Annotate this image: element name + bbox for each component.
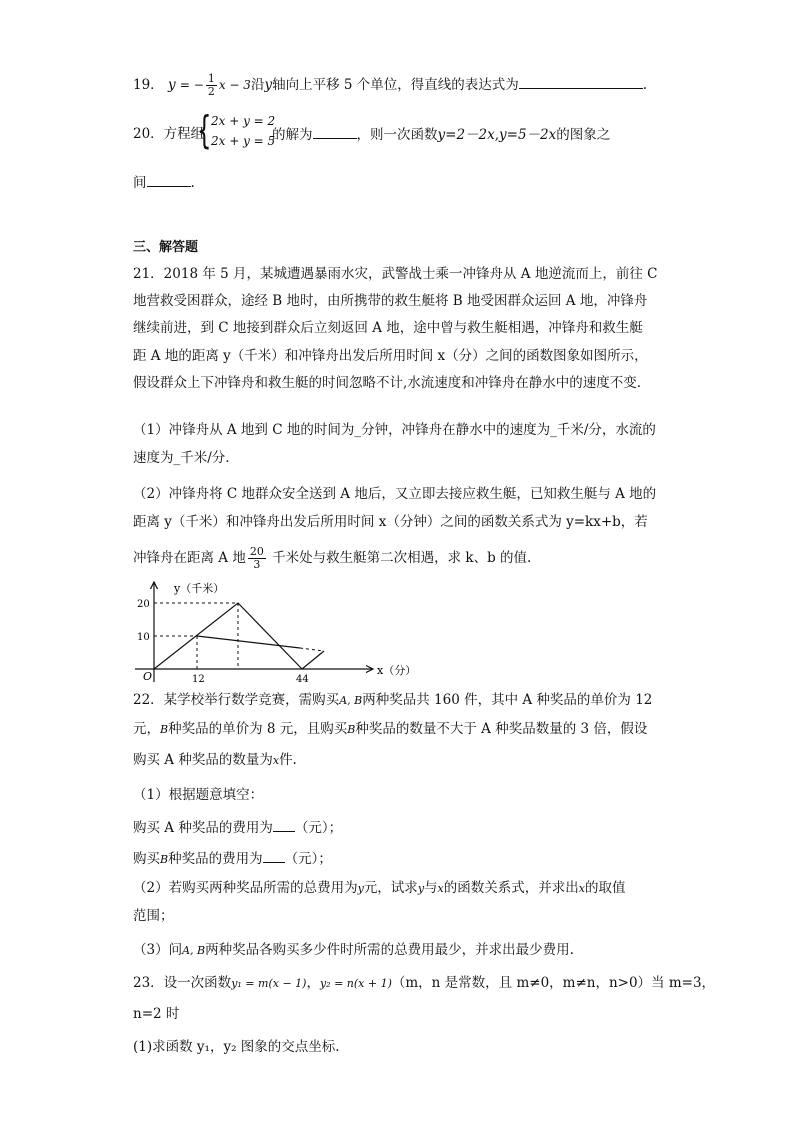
q20-answer-blank-1[interactable] bbox=[313, 124, 357, 139]
q21-last-line bbox=[133, 546, 531, 571]
q20-func2: y=5－2x bbox=[499, 127, 557, 143]
q21-line: 21．2018 年 5 月，某城遭遇暴雨水灾，武警战士乘一冲锋舟从 A 地逆流而上，前往 C bbox=[133, 266, 658, 282]
x-axis-label: x（分） bbox=[377, 664, 417, 677]
q23-y2: y₂ = n(x + 1) bbox=[319, 977, 392, 990]
q22-line2 bbox=[133, 719, 647, 740]
q22-b: B bbox=[160, 723, 169, 736]
q22-text: 购买 bbox=[133, 851, 160, 867]
q22-text: 与 bbox=[424, 880, 438, 896]
q22-b: B bbox=[160, 853, 169, 866]
q19-eq-sign: = − bbox=[179, 78, 204, 92]
y-axis-label: y（千米） bbox=[174, 582, 225, 595]
assault-boat-line bbox=[154, 603, 302, 669]
q22-b: B bbox=[347, 723, 356, 736]
q22-text: 件. bbox=[279, 752, 297, 768]
q19-axis: y bbox=[264, 77, 273, 93]
lifeboat-line-solid bbox=[197, 636, 300, 648]
q19-func-y: y bbox=[167, 77, 176, 93]
q22-x: x bbox=[437, 882, 444, 895]
q22-text: 种奖品的费用为 bbox=[168, 851, 263, 867]
q19-fraction bbox=[206, 73, 217, 98]
q22-y: y bbox=[357, 882, 364, 895]
q19-frac-den: 2 bbox=[207, 85, 215, 98]
q20-equation-system bbox=[197, 108, 277, 154]
q23-y1: y₁ = m(x − 1) bbox=[231, 977, 307, 990]
q23-text: 23．设一次函数 bbox=[133, 975, 232, 991]
q20-answer-blank-2[interactable] bbox=[147, 172, 191, 187]
q22-text: 购买 A 种奖品的费用为 bbox=[133, 820, 273, 836]
x-tick-label: 12 bbox=[192, 674, 205, 685]
q22-text: 元， bbox=[133, 721, 160, 737]
y-tick-label: 10 bbox=[137, 632, 150, 643]
q22-x: x bbox=[272, 754, 280, 767]
q22-ab: A, B bbox=[182, 944, 206, 957]
lifeboat-return-line bbox=[302, 651, 324, 669]
q23-line2: n=2 时 bbox=[133, 1006, 180, 1022]
q22-part2 bbox=[133, 878, 625, 899]
q21-line: 继续前进，到 C 地接到群众后立刻返回 A 地，途中曾与救生艇相遇，冲锋舟和救生艇 bbox=[133, 320, 643, 336]
q22-text: 的取值 bbox=[584, 880, 626, 896]
q22-fill-a bbox=[133, 817, 342, 838]
q22-part1: （1）根据题意填空： bbox=[133, 787, 264, 803]
q21-frac-den: 3 bbox=[253, 558, 261, 571]
q20-comma: , bbox=[494, 127, 500, 143]
q21-line: 地营救受困群众，途经 B 地时，由所携带的救生艇将 B 地受困群众运回 A 地，冲锋舟 bbox=[133, 293, 648, 309]
q21-last-pre: 冲锋舟在距离 A 地 bbox=[133, 550, 246, 566]
q19-number: 19． bbox=[133, 77, 164, 93]
q23-part1: (1)求函数 y₁，y₂ 图象的交点坐标. bbox=[133, 1039, 340, 1055]
q22-text: 种奖品的数量不大于 A 种奖品数量的 3 倍，假设 bbox=[355, 721, 648, 737]
q22-text: 购买 A 种奖品的数量为 bbox=[133, 752, 273, 768]
question-20-line2 bbox=[133, 172, 195, 193]
q19-answer-blank[interactable] bbox=[519, 74, 643, 89]
q20-text3: 的图象之 bbox=[556, 127, 611, 143]
q22-text: 种奖品的单价为 8 元，且购买 bbox=[168, 721, 348, 737]
q21-line: （1）冲锋舟从 A 地到 C 地的时间为_分钟，冲锋舟在静水中的速度为_千米/分，水流的 bbox=[133, 422, 656, 438]
q21-line: （2）冲锋舟将 C 地群众安全送到 A 地后，又立即去接应救生艇，已知救生艇与 A 地的 bbox=[133, 486, 657, 502]
q22-text: 两种奖品共 160 件，其中 A 种奖品的单价为 12 bbox=[362, 692, 653, 708]
q19-text-along: 沿 bbox=[250, 77, 265, 93]
q22-text: （2）若购买两种奖品所需的总费用为 bbox=[133, 880, 358, 896]
q21-line: 假设群众上下冲锋舟和救生艇的时间忽略不计,水流速度和冲锋舟在静水中的速度不变. bbox=[133, 375, 642, 391]
question-19 bbox=[133, 73, 647, 98]
q22-part3 bbox=[133, 940, 574, 961]
q22-y: y bbox=[417, 882, 425, 895]
q19-frac-num: 1 bbox=[207, 72, 215, 85]
q21-frac-num: 20 bbox=[249, 545, 264, 558]
q21-line: 距 A 地的距离 y（千米）和冲锋舟出发后所用时间 x（分）之间的函数图象如图所示， bbox=[133, 348, 648, 364]
question-20-text bbox=[272, 124, 610, 145]
q22-part2-line2: 范围； bbox=[133, 908, 174, 924]
section-heading: 三、解答题 bbox=[133, 240, 199, 255]
q23-text: （m，n 是常数，且 m≠0，m≠n，n>0）当 m=3， bbox=[391, 975, 716, 991]
q22-text: 两种奖品各购买多少件时所需的总费用最少，并求出最少费用. bbox=[205, 942, 574, 958]
q20-eq2: 2x + y = 5 bbox=[211, 134, 276, 148]
q23-line1 bbox=[133, 973, 715, 994]
lifeboat-line-dashed bbox=[300, 648, 324, 651]
q20-func1: y=2－2x bbox=[437, 127, 495, 143]
q19-text: 轴向上平移 5 个单位，得直线的表达式为 bbox=[272, 77, 519, 93]
q20-text2: ，则一次函数 bbox=[356, 127, 438, 143]
q22-text: 的函数关系式，并求出 bbox=[443, 880, 579, 896]
q20-number: 20．方程组 bbox=[133, 126, 205, 142]
q22-text: （3）问 bbox=[133, 942, 183, 958]
q21-last-post: 千米处与救生艇第二次相遇，求 k、b 的值. bbox=[272, 550, 532, 566]
q22-text: （元）； bbox=[284, 851, 332, 867]
q22-text: 元，试求 bbox=[363, 880, 418, 896]
q21-line: 距离 y（千米）和冲锋舟出发后所用时间 x（分钟）之间的函数关系式为 y=kx+b，若 bbox=[133, 514, 648, 530]
q22-answer-blank-b[interactable] bbox=[263, 848, 285, 863]
q22-text: 22．某学校举行数学竞赛，需购买 bbox=[133, 692, 340, 708]
q20-eq1: 2x + y = 2 bbox=[211, 114, 276, 128]
q22-x: x bbox=[578, 882, 585, 895]
q22-line3 bbox=[133, 750, 297, 771]
x-tick-label: 44 bbox=[296, 674, 309, 685]
q19-period: . bbox=[642, 77, 648, 93]
q23-text: ， bbox=[306, 975, 320, 991]
q20-text1: 的解为 bbox=[272, 127, 313, 143]
q21-fraction bbox=[248, 546, 266, 571]
question-20-label bbox=[133, 124, 204, 144]
q20-line2-text: 间 bbox=[133, 175, 147, 191]
q22-ab: A, B bbox=[339, 694, 363, 707]
q21-graph bbox=[130, 576, 420, 686]
q20-brace: { bbox=[197, 108, 212, 152]
q22-fill-b bbox=[133, 848, 332, 870]
q22-line1 bbox=[133, 690, 652, 711]
origin-label: O bbox=[143, 670, 153, 683]
q22-text: （元）； bbox=[294, 820, 343, 836]
y-tick-label: 20 bbox=[137, 599, 150, 610]
q19-func-rest: x − 3 bbox=[218, 78, 251, 92]
q20-line2-end: . bbox=[190, 175, 195, 191]
q21-line: 速度为_千米/分. bbox=[133, 450, 230, 466]
q22-answer-blank-a[interactable] bbox=[273, 817, 295, 832]
